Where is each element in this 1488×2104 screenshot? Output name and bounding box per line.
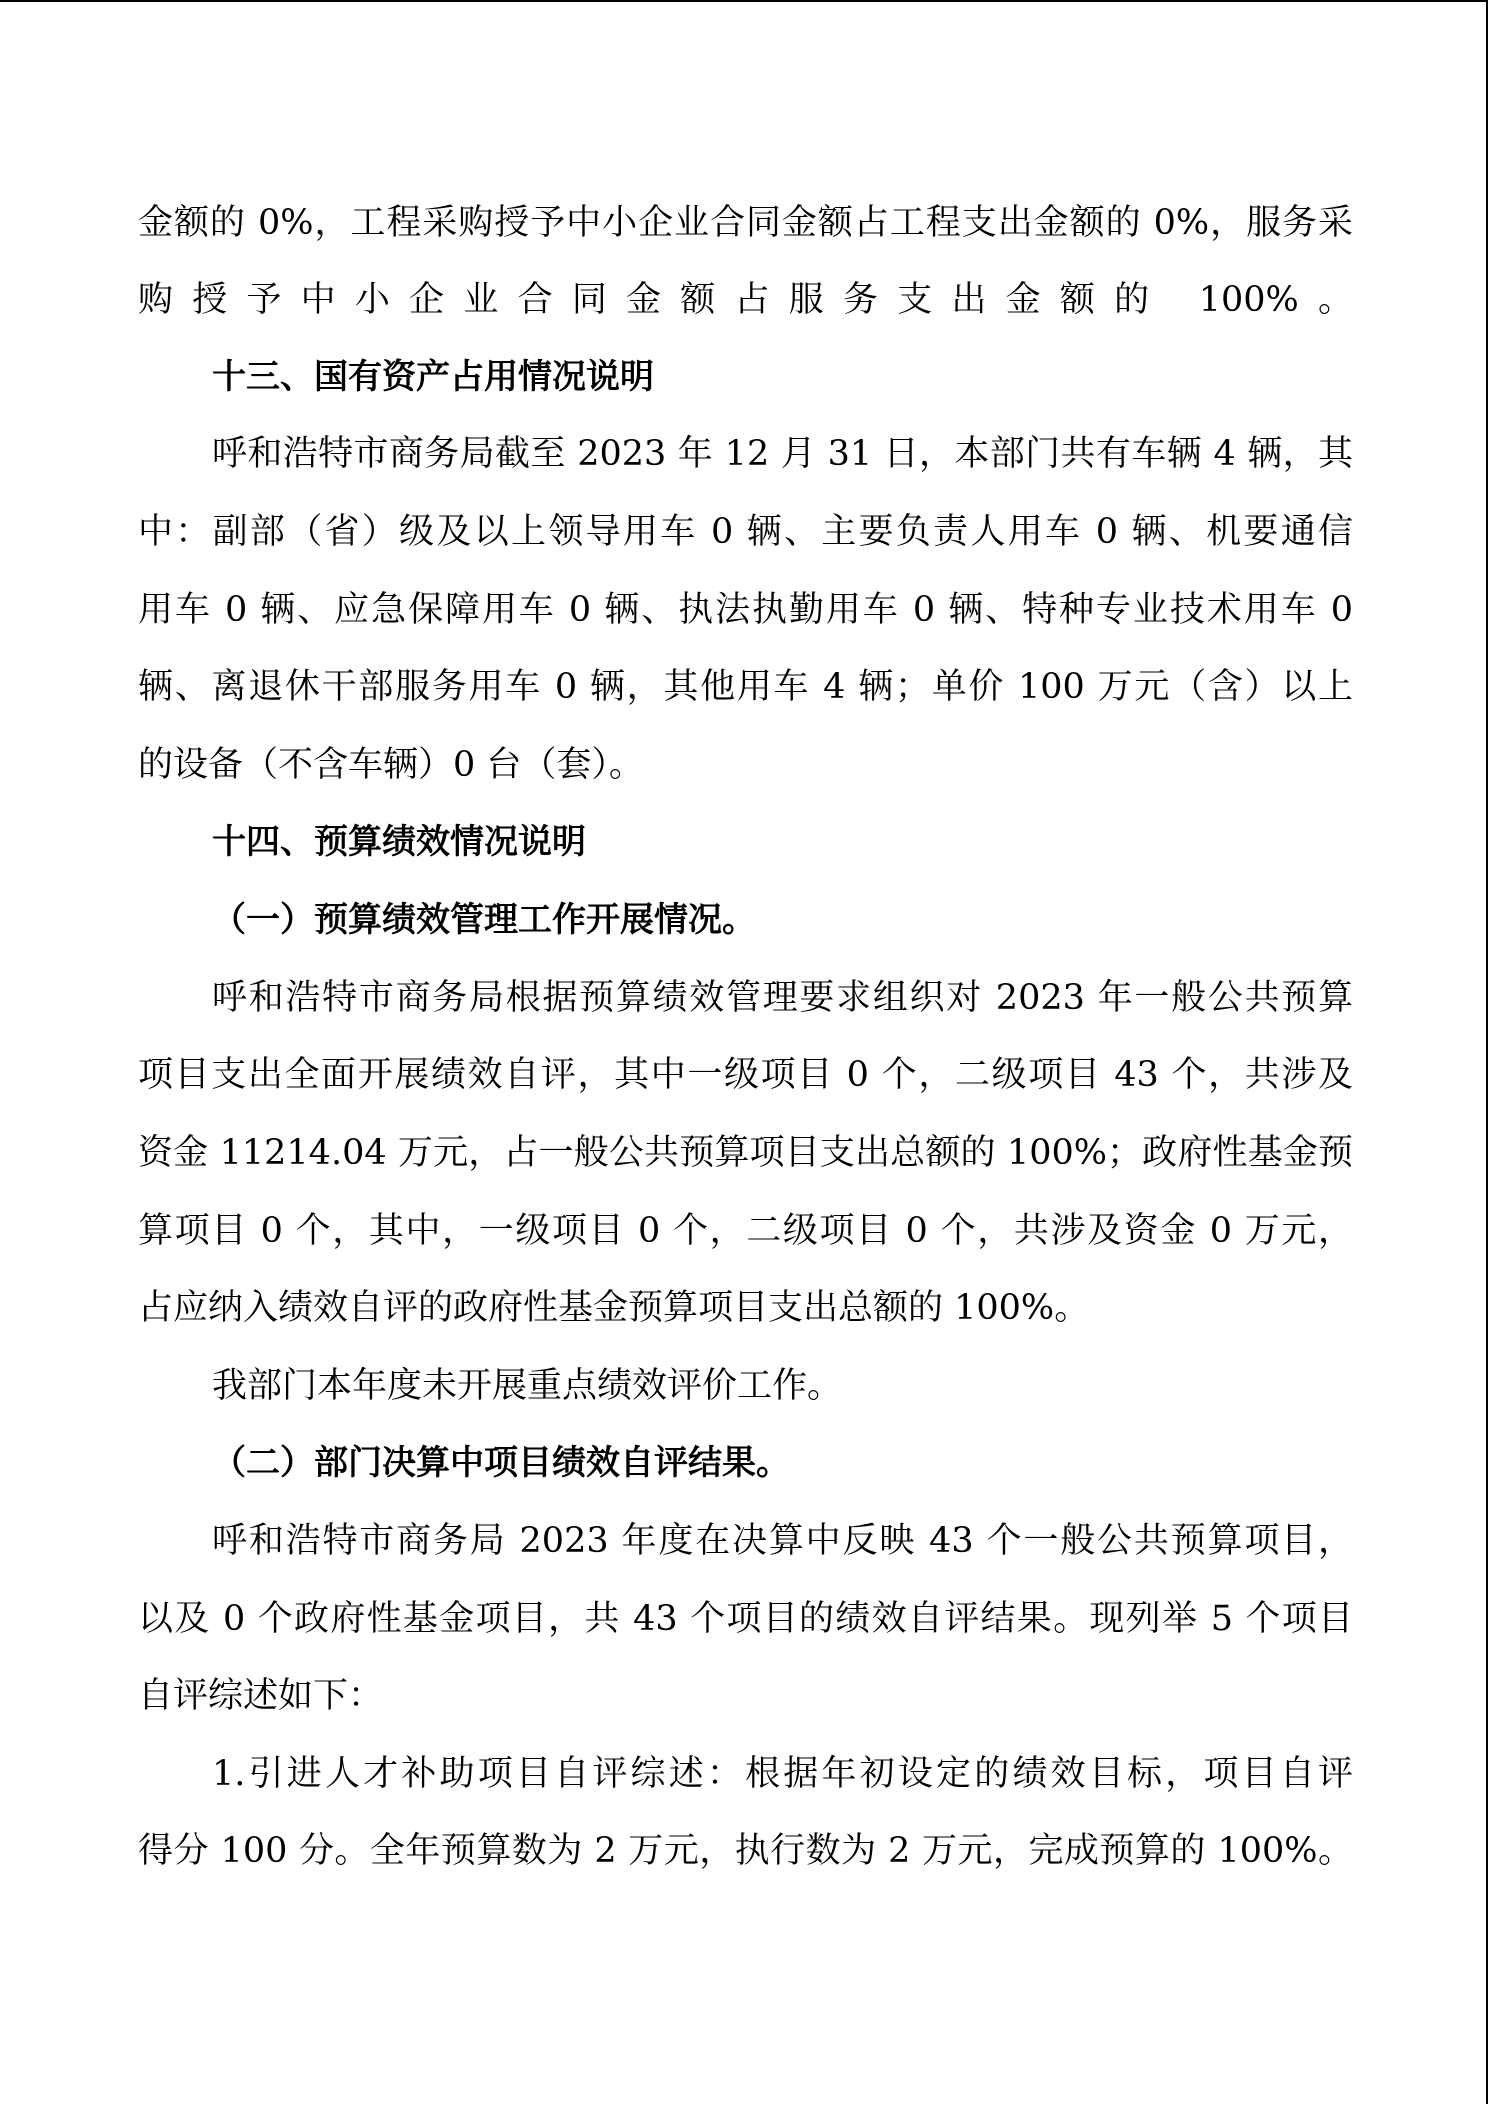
section-heading-14: 十四、预算绩效情况说明 [212, 822, 586, 862]
paragraph-line: 占应纳入绩效自评的政府性基金预算项目支出总额的 100%。 [138, 1288, 1090, 1328]
paragraph-line: 呼和浩特市商务局截至 2023 年 12 月 31 日，本部门共有车辆 4 辆，其 [212, 434, 1353, 474]
paragraph-line: 的设备（不含车辆）0 台（套）。 [138, 745, 644, 785]
paragraph-line: 项目支出全面开展绩效自评，其中一级项目 0 个，二级项目 43 个，共涉及 [138, 1055, 1353, 1095]
paragraph-line: 辆、离退休干部服务用车 0 辆，其他用车 4 辆；单价 100 万元（含）以上 [138, 667, 1353, 707]
paragraph-line: 购授予中小企业合同金额占服务支出金额的 100%。 [138, 280, 1353, 320]
paragraph-line: 算项目 0 个，其中，一级项目 0 个，二级项目 0 个，共涉及资金 0 万元， [138, 1211, 1353, 1251]
section-heading-13: 十三、国有资产占用情况说明 [212, 357, 654, 397]
paragraph-line: 呼和浩特市商务局 2023 年度在决算中反映 43 个一般公共预算项目， [212, 1521, 1353, 1561]
paragraph-line: 资金 11214.04 万元，占一般公共预算项目支出总额的 100%；政府性基金预 [138, 1133, 1353, 1173]
paragraph-line: 呼和浩特市商务局根据预算绩效管理要求组织对 2023 年一般公共预算 [212, 978, 1353, 1018]
paragraph-line: 自评综述如下： [138, 1676, 384, 1716]
paragraph-line: 我部门本年度未开展重点绩效评价工作。 [212, 1366, 843, 1406]
paragraph-line: 金额的 0%，工程采购授予中小企业合同金额占工程支出金额的 0%，服务采 [138, 203, 1353, 243]
paragraph-line: 中：副部（省）级及以上领导用车 0 辆、主要负责人用车 0 辆、机要通信 [138, 512, 1353, 552]
paragraph-line: 得分 100 分。全年预算数为 2 万元，执行数为 2 万元，完成预算的 100%。 [138, 1831, 1353, 1871]
paragraph-line: 1.引进人才补助项目自评综述：根据年初设定的绩效目标，项目自评 [212, 1754, 1353, 1794]
subsection-heading-2: （二）部门决算中项目绩效自评结果。 [212, 1443, 790, 1483]
paragraph-line: 以及 0 个政府性基金项目，共 43 个项目的绩效自评结果。现列举 5 个项目 [138, 1599, 1353, 1639]
subsection-heading-1: （一）预算绩效管理工作开展情况。 [212, 900, 756, 940]
paragraph-line: 用车 0 辆、应急保障用车 0 辆、执法执勤用车 0 辆、特种专业技术用车 0 [138, 590, 1353, 630]
